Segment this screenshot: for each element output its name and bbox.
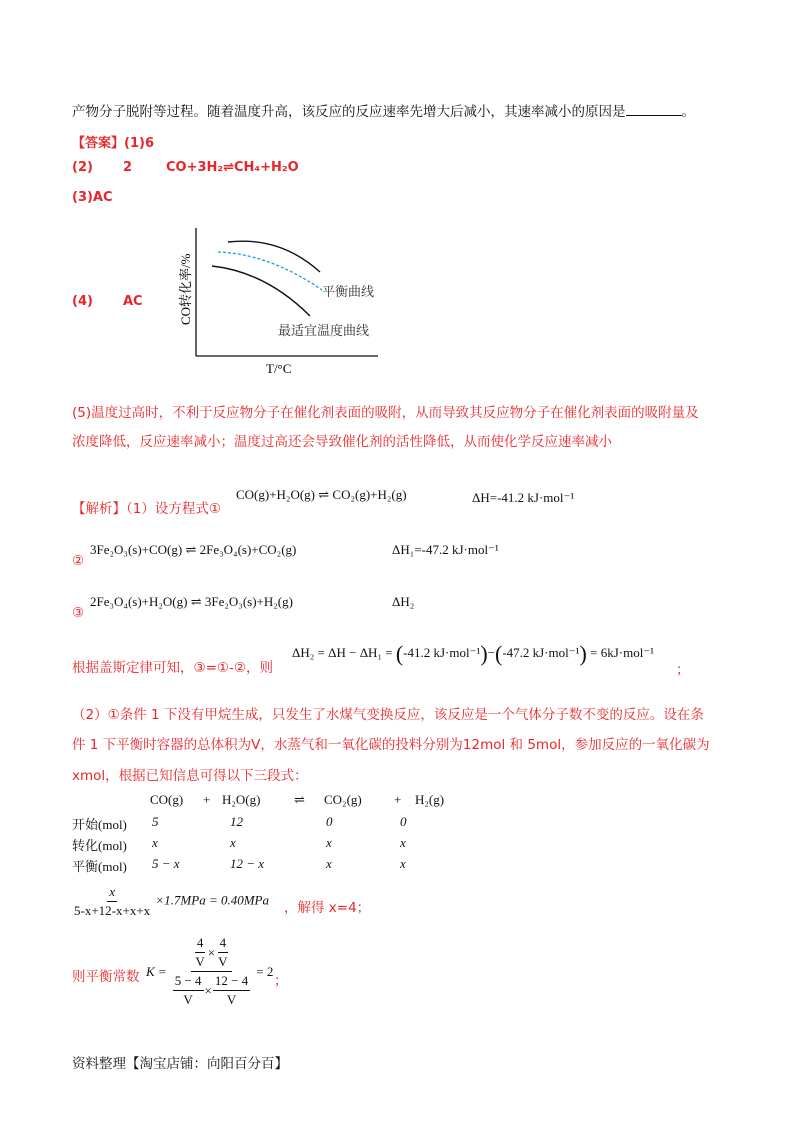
equation-1-enthalpy: ΔH=-41.2 kJ·mol⁻¹	[472, 490, 575, 505]
table-row	[72, 814, 492, 835]
part2-line2: 件 1 下平衡时容器的总体积为V，水蒸气和一氧化碳的投料分别为12mol 和 5mol，参加反应的一氧化碳为	[72, 737, 710, 753]
optimal-curve-label: 最适宜温度曲线	[278, 323, 370, 338]
hess-equation: ΔH₂ = ΔH − ΔH₁ = (-41.2 kJ·mol⁻¹)−(-47.2 kJ·mol⁻¹) = 6kJ·mol⁻¹	[292, 641, 655, 666]
three-stage-table	[72, 792, 492, 877]
answer-p4-value: AC	[123, 294, 143, 309]
part2-line1: （2）①条件 1 下没有甲烷生成，只发生了水煤气变换反应，该反应是一个气体分子数不变的反应。设在条	[72, 707, 704, 723]
answer-p2: (2) 2 CO+3H₂⇌CH₄+H₂O	[72, 160, 299, 175]
pressure-fraction: $\frac{x}{5-x+12-x+x+x}$	[74, 884, 151, 918]
table-header-cell: +	[203, 792, 211, 807]
equation-1: CO(g)+H₂O(g) ⇌ CO₂(g)+H₂(g)	[236, 487, 407, 502]
table-cell: x	[400, 856, 406, 871]
table-header	[72, 792, 492, 814]
table-header-cell: H₂(g)	[415, 792, 445, 807]
table-cell: x	[230, 835, 236, 850]
table-header-cell: CO₂(g)	[324, 792, 362, 807]
pressure-solve: ，解得 x=4；	[284, 900, 371, 916]
table-row-label: 转化(mol)	[72, 838, 127, 853]
table-cell: x	[152, 835, 158, 850]
answer-p1: 【答案】(1)6	[72, 136, 154, 151]
table-row-label: 平衡(mol)	[72, 859, 127, 874]
upper-curve	[228, 241, 320, 272]
table-cell: 0	[400, 814, 407, 829]
equation-3-enthalpy: ΔH₂	[392, 594, 415, 609]
mark-2: ②	[72, 553, 85, 569]
table-header-cell: +	[394, 792, 402, 807]
answer-p4-num: (4)	[72, 294, 93, 309]
footer-source: 资料整理【淘宝店铺：向阳百分百】	[72, 1056, 288, 1072]
table-body	[72, 814, 492, 877]
table-cell: 5 − x	[152, 856, 180, 871]
part2-line3: xmol，根据已知信息可得以下三段式：	[72, 768, 308, 784]
table-cell: 12 − x	[230, 856, 265, 871]
table-cell: x	[400, 835, 406, 850]
table-row	[72, 835, 492, 856]
table-cell: 5	[152, 814, 159, 829]
pressure-equation: $\frac{x}{5-x+12-x+x+x}$ ×1.7MPa = 0.40MPa	[74, 884, 269, 918]
answer-blank	[626, 103, 682, 116]
table-cell: 0	[326, 814, 333, 829]
answer-p5-line1: (5)温度过高时，不利于反应物分子在催化剂表面的吸附，从而导致其反应物分子在催化剂表面的吸附量及	[72, 405, 699, 421]
k-main-fraction: $\frac{4}{V}$ × $\frac{4}{V}$ $\frac{5 - 4}{V}$ × $\frac{12 - 4}{V}$	[174, 935, 249, 1007]
table-header-cell: H₂O(g)	[222, 792, 261, 807]
intro-line: 产物分子脱附等过程。随着温度升高，该反应的反应速率先增大后减小，其速率减小的原因是 。	[72, 104, 695, 120]
equation-3: 2Fe₃O₄(s)+H₂O(g) ⇌ 3Fe₂O₃(s)+H₂(g)	[90, 594, 293, 609]
x-axis-label: T/°C	[266, 361, 292, 376]
hess-end: ；	[676, 662, 690, 678]
table-cell: x	[326, 835, 332, 850]
k-prefix: 则平衡常数	[72, 969, 140, 985]
answer-p5-line2: 浓度降低，反应速率减小；温度过高还会导致催化剂的活性降低，从而使化学反应速率减小	[72, 434, 612, 450]
table-row	[72, 856, 492, 877]
analysis-step1: 【解析】（1）设方程式①	[72, 501, 221, 517]
table-header-cell: CO(g)	[150, 792, 184, 807]
hess-text: 根据盖斯定律可知，③=①-②，则	[72, 660, 273, 676]
table-header-cell: ⇌	[294, 792, 305, 807]
table-row-label: 开始(mol)	[72, 817, 127, 832]
mark-3: ③	[72, 605, 85, 621]
table-cell: 12	[230, 814, 243, 829]
answer-p3: (3)AC	[72, 190, 113, 205]
k-equation: K = $\frac{4}{V}$ × $\frac{4}{V}$ $\frac{5 - 4}{V}$ × $\frac{12 - 4}{V}$ = 2	[146, 935, 274, 1007]
equation-2-enthalpy: ΔH₁=-47.2 kJ·mol⁻¹	[392, 542, 499, 557]
table-cell: x	[326, 856, 332, 871]
k-end: ；	[274, 973, 288, 989]
equation-2: 3Fe₂O₃(s)+CO(g) ⇌ 2Fe₃O₄(s)+CO₂(g)	[90, 542, 297, 557]
equilibrium-curve-label: 平衡曲线	[322, 284, 375, 299]
y-axis-label: CO转化率/%	[178, 253, 193, 325]
co-conversion-graph	[170, 220, 400, 385]
